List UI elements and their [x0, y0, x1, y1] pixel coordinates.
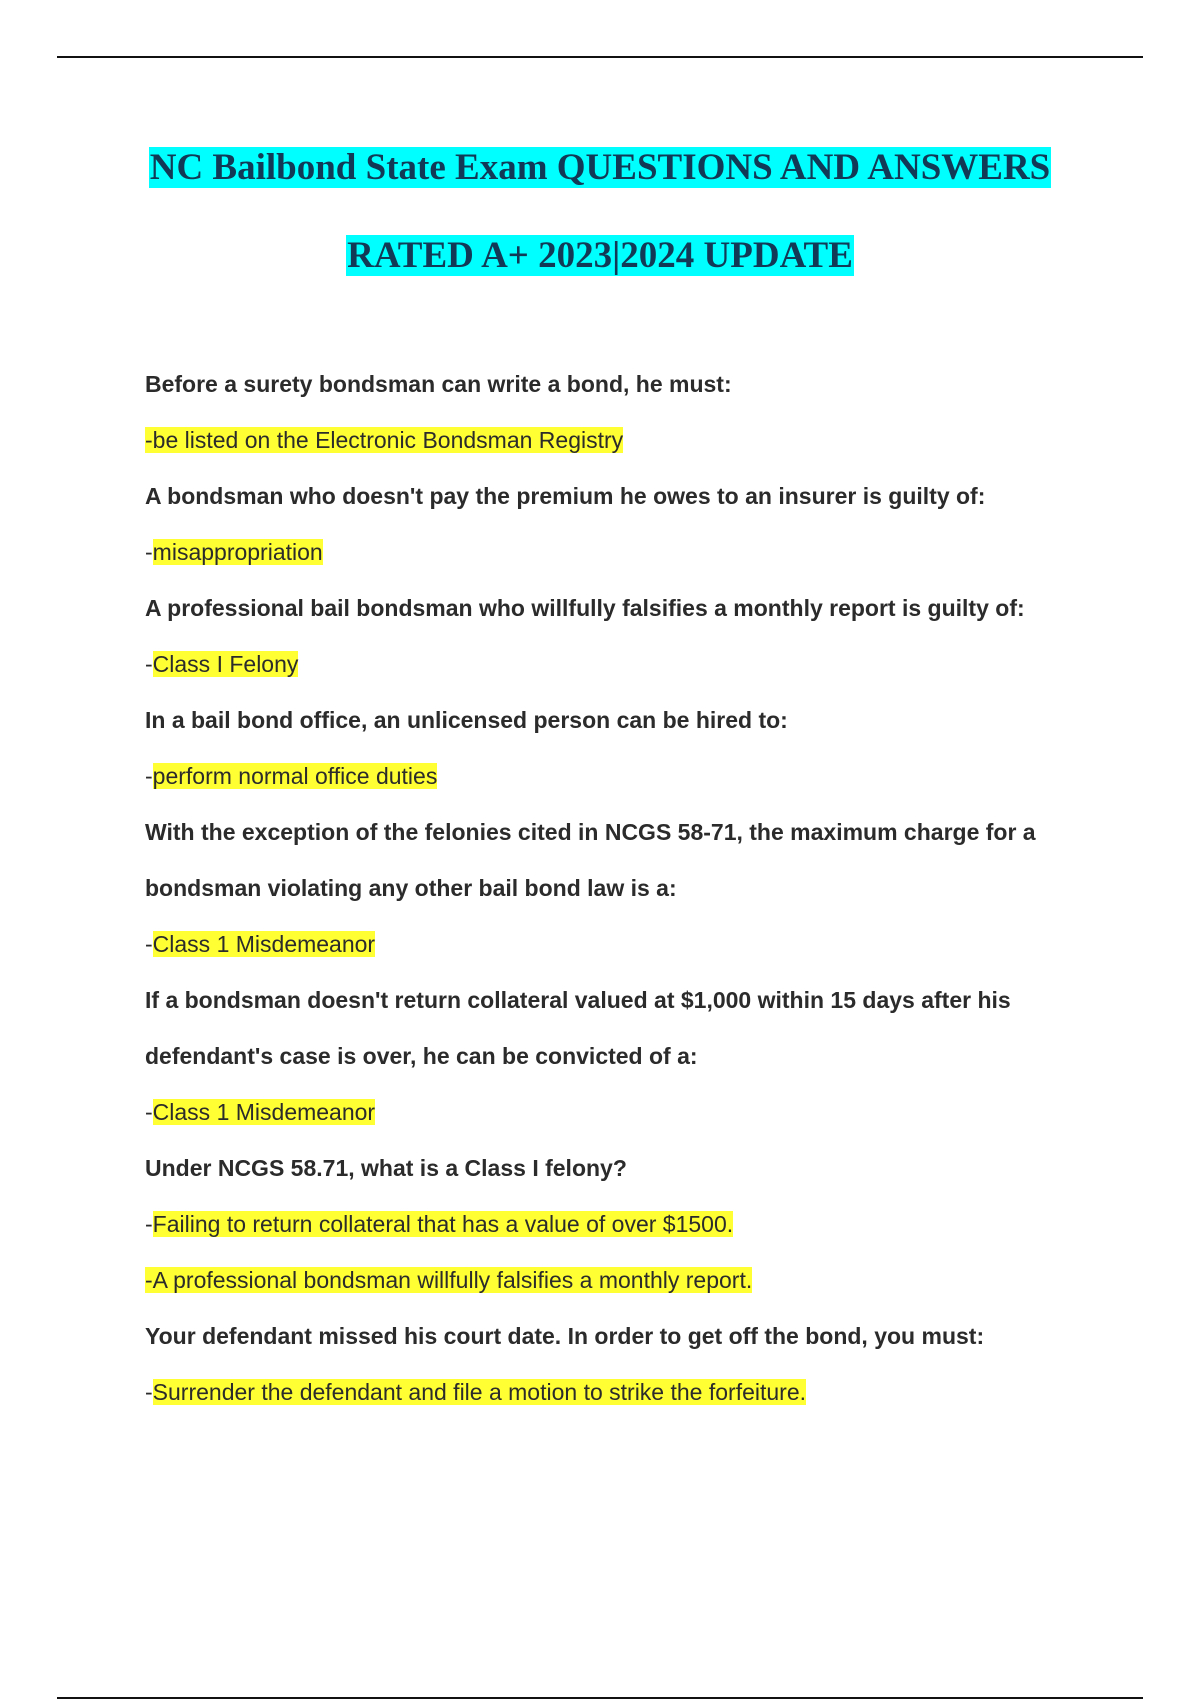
- question-text: Before a surety bondsman can write a bond, he must:: [145, 371, 732, 397]
- question: [145, 810, 1105, 866]
- answer: [145, 418, 1105, 474]
- answer-text: perform normal office duties: [152, 763, 438, 789]
- answer-text: A professional bondsman willfully falsifies a monthly report.: [152, 1267, 753, 1293]
- answer-dash: -: [145, 427, 153, 453]
- question-text: With the exception of the felonies cited in NCGS 58-71, the maximum charge for a: [145, 819, 1036, 845]
- question: [145, 362, 1105, 418]
- answer-text: Class 1 Misdemeanor: [152, 931, 376, 957]
- question-text: defendant's case is over, he can be convicted of a:: [145, 1043, 698, 1069]
- question: [145, 474, 1105, 530]
- answer-text: Class 1 Misdemeanor: [152, 1099, 376, 1125]
- answer: [145, 1370, 1105, 1426]
- question-text: bondsman violating any other bail bond law is a:: [145, 875, 677, 901]
- question: [145, 866, 1105, 922]
- answer-text: Class I Felony: [152, 651, 299, 677]
- answer-text: be listed on the Electronic Bondsman Registry: [152, 427, 624, 453]
- answer-text: Failing to return collateral that has a value of over $1500.: [152, 1211, 734, 1237]
- question: [145, 698, 1105, 754]
- answer: [145, 754, 1105, 810]
- question: [145, 1146, 1105, 1202]
- title-text-1: NC Bailbond State Exam QUESTIONS AND ANSWERS: [149, 147, 1051, 188]
- answer-text: misappropriation: [152, 539, 323, 565]
- answer: [145, 530, 1105, 586]
- answer-dash: -: [145, 1267, 153, 1293]
- answer: [145, 1090, 1105, 1146]
- title-text-2: RATED A+ 2023|2024 UPDATE: [347, 235, 853, 276]
- answer: [145, 642, 1105, 698]
- bottom-rule: [57, 1697, 1143, 1699]
- top-rule: [57, 56, 1143, 58]
- answer-dash: -: [145, 651, 153, 677]
- question-text: If a bondsman doesn't return collateral valued at $1,000 within 15 days after his: [145, 987, 1011, 1013]
- question-text: Your defendant missed his court date. In order to get off the bond, you must:: [145, 1323, 985, 1349]
- answer: [145, 1258, 1105, 1314]
- answer: [145, 1202, 1105, 1258]
- answer-dash: -: [145, 1379, 153, 1405]
- qa-list: [145, 362, 1105, 1426]
- question-text: Under NCGS 58.71, what is a Class I felony?: [145, 1155, 627, 1181]
- answer-dash: -: [145, 1211, 153, 1237]
- title-line-2: [57, 228, 1143, 316]
- question: [145, 586, 1105, 642]
- answer-dash: -: [145, 539, 153, 565]
- question-text: In a bail bond office, an unlicensed person can be hired to:: [145, 707, 788, 733]
- answer: [145, 922, 1105, 978]
- answer-dash: -: [145, 931, 153, 957]
- question: [145, 1034, 1105, 1090]
- title-line-1: [57, 140, 1143, 228]
- answer-text-highlight: [145, 1267, 752, 1293]
- question-text: A bondsman who doesn't pay the premium he owes to an insurer is guilty of:: [145, 483, 986, 509]
- answer-text-highlight: [145, 427, 623, 453]
- question: [145, 978, 1105, 1034]
- answer-dash: -: [145, 1099, 153, 1125]
- question: [145, 1314, 1105, 1370]
- answer-dash: -: [145, 763, 153, 789]
- question-text: A professional bail bondsman who willfully falsifies a monthly report is guilty of:: [145, 595, 1025, 621]
- document-title: [57, 140, 1143, 316]
- answer-text: Surrender the defendant and file a motion to strike the forfeiture.: [152, 1379, 807, 1405]
